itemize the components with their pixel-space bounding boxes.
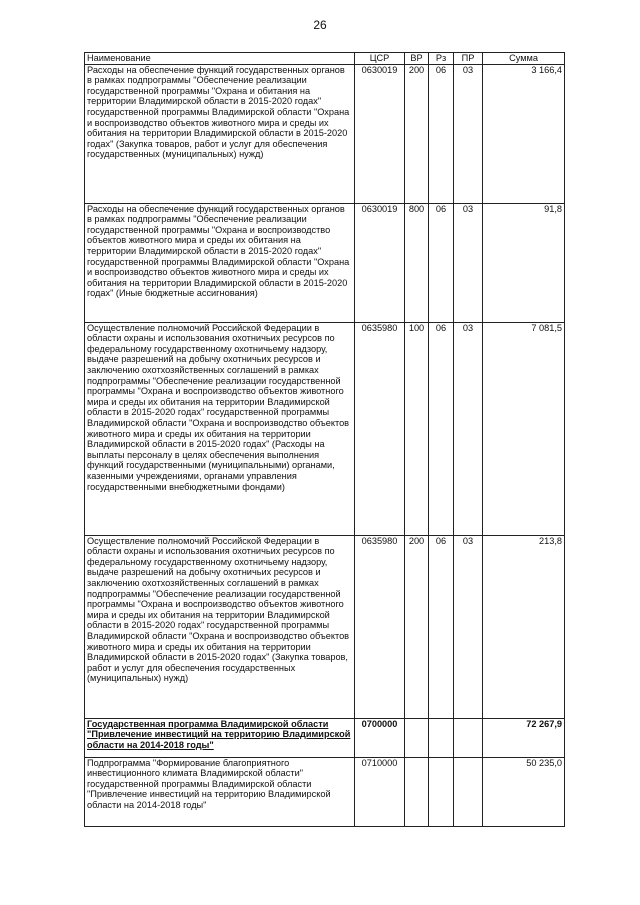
table-row — [85, 203, 565, 322]
row-rz: 06 — [429, 203, 454, 322]
header-sum: Сумма — [483, 53, 565, 65]
page-number: 26 — [313, 18, 327, 32]
row-rz: 06 — [429, 322, 454, 535]
row-pr: 03 — [454, 322, 483, 535]
row-sum: 213,8 — [483, 535, 565, 718]
row-sum: 91,8 — [483, 203, 565, 322]
table-row — [85, 757, 565, 826]
row-vr: 800 — [405, 203, 429, 322]
row-vr — [405, 718, 429, 757]
row-name: Осуществление полномочий Российской Федерации в области охраны и использования охотничьих ресурсов по федеральному государственному охотничьему надзору, выдаче разрешений на добычу охотничьих ресурсов и заключению охотхозяйственных соглашений в рамках подпрограммы "Обеспечение реализации государственной программы "Охрана и воспроизводство объектов животного мира и среды их обитания на территории Владимирской области в 2015-2020 годах" государственной программы Владимирской области "Охрана и воспроизводство объектов животного мира и среды их обитания на территории Владимирской области в 2015-2020 годах" (Расходы на выплаты персоналу в целях обеспечения выполнения функций государственными (муниципальными) органами, казенными учреждениями, органами управления государственными внебюджетными фондами) — [85, 322, 355, 535]
row-vr — [405, 757, 429, 826]
row-vr: 100 — [405, 322, 429, 535]
table-row — [85, 535, 565, 718]
row-rz: 06 — [429, 64, 454, 203]
row-pr — [454, 757, 483, 826]
row-name: Осуществление полномочий Российской Федерации в области охраны и использования охотничьих ресурсов по федеральному государственному охотничьему надзору, выдаче разрешений на добычу охотничьих ресурсов и заключению охотхозяйственных соглашений в рамках подпрограммы "Обеспечение реализации государственной программы "Охрана и воспроизводство объектов животного мира и среды их обитания на территории Владимирской области в 2015-2020 годах" государственной программы Владимирской области "Охрана и воспроизводство объектов животного мира и среды их обитания на территории Владимирской области в 2015-2020 годах" (Закупка товаров, работ и услуг для обеспечения государственных (муниципальных) нужд) — [85, 535, 355, 718]
row-name: Подпрограмма "Формирование благоприятного инвестиционного климата Владимирской области" государственной программы Владимирской области "Привлечение инвестиций на территорию Владимирской области на 2014-2018 годы" — [85, 757, 355, 826]
row-pr: 03 — [454, 535, 483, 718]
row-name: Расходы на обеспечение функций государственных органов в рамках подпрограммы "Обеспечение реализации государственной программы "Охрана и обитания на территории Владимирской области в 2015-2020 годах" государственной программы Владимирской области "Охрана и воспроизводство объектов животного мира и среды их обитания на территории Владимирской области в 2015-2020 годах" (Закупка товаров, работ и услуг для обеспечения государственных (муниципальных) нужд) — [85, 64, 355, 203]
row-csr: 0630019 — [355, 203, 405, 322]
budget-table — [84, 52, 565, 827]
row-csr: 0635980 — [355, 535, 405, 718]
row-pr: 03 — [454, 64, 483, 203]
row-pr — [454, 718, 483, 757]
row-rz — [429, 718, 454, 757]
header-vr: ВР — [405, 53, 429, 65]
row-name: Расходы на обеспечение функций государственных органов в рамках подпрограммы "Обеспечение реализации государственной программы "Охрана и воспроизводство объектов животного мира и среды их обитания на территории Владимирской области в 2015-2020 годах" государственной программы Владимирской области "Охрана и воспроизводство объектов животного мира и среды их обитания на территории Владимирской области в 2015-2020 годах" (Иные бюджетные ассигнования) — [85, 203, 355, 322]
header-pr: ПР — [454, 53, 483, 65]
row-rz — [429, 757, 454, 826]
table-header-row — [85, 53, 565, 65]
row-sum: 3 166,4 — [483, 64, 565, 203]
header-rz: Рз — [429, 53, 454, 65]
header-csr: ЦСР — [355, 53, 405, 65]
table-row — [85, 64, 565, 203]
table-row-program — [85, 718, 565, 757]
row-name: Государственная программа Владимирской области "Привлечение инвестиций на территорию Владимирской области на 2014-2018 годы" — [85, 718, 355, 757]
row-vr: 200 — [405, 535, 429, 718]
row-csr: 0635980 — [355, 322, 405, 535]
row-csr: 0700000 — [355, 718, 405, 757]
row-sum: 50 235,0 — [483, 757, 565, 826]
table-row — [85, 322, 565, 535]
row-vr: 200 — [405, 64, 429, 203]
row-sum: 72 267,9 — [483, 718, 565, 757]
header-name: Наименование — [85, 53, 355, 65]
row-rz: 06 — [429, 535, 454, 718]
row-csr: 0710000 — [355, 757, 405, 826]
row-sum: 7 081,5 — [483, 322, 565, 535]
row-csr: 0630019 — [355, 64, 405, 203]
row-pr: 03 — [454, 203, 483, 322]
